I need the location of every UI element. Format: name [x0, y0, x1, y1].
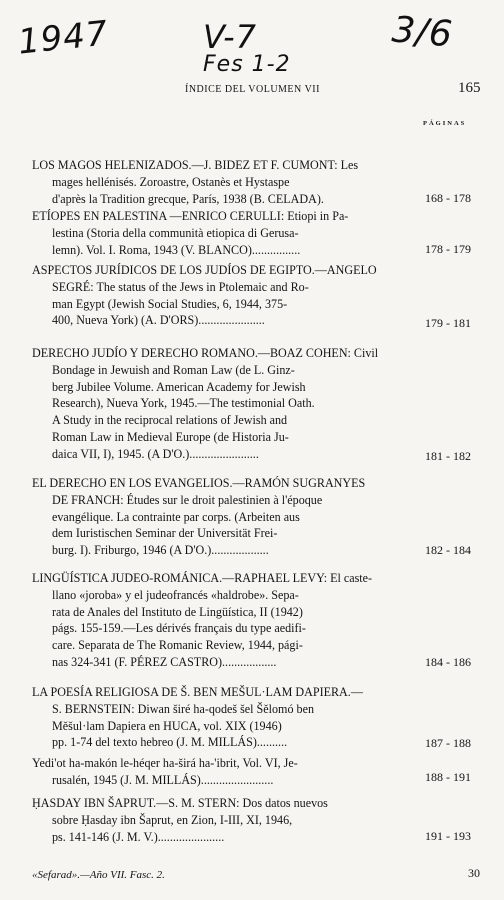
entry-line: S. BERNSTEIN: Diwan širé ha-qodeš šel Šělomó ben	[52, 701, 314, 716]
entry-line: lemn). Vol. I. Roma, 1943 (V. BLANCO)................	[52, 242, 301, 257]
entry-line: daica VII, I), 1945. (A D'O.).......................	[52, 446, 259, 461]
entry-pages: 182 - 184	[425, 543, 471, 557]
entry-line: Yedi'ot ha-makón le-héqer ha-širá ha-'ibrit, Vol. VI, Je-	[32, 756, 298, 770]
entry-line: rata de Anales del Instituto de Lingüística, II (1942)	[52, 604, 303, 619]
entry-line: LINGÜÍSTICA JUDEO-ROMÁNICA.—RAPHAEL LEVY: El caste-	[32, 571, 373, 585]
entry-pages: 191 - 193	[425, 829, 471, 843]
entry-line: DERECHO JUDÍO Y DERECHO ROMANO.—BOAZ COHEN: Civil	[32, 346, 379, 360]
header-title: ÍNDICE DEL VOLUMEN VII	[185, 84, 320, 95]
handwritten-fascicles: Fes 1-2	[203, 52, 291, 77]
entry-line: DE FRANCH: Études sur le droit palestinien à l'époque	[52, 492, 323, 507]
index-entry	[32, 684, 428, 751]
entry-line: LOS MAGOS HELENIZADOS.—J. BIDEZ ET F. CUMONT: Les	[32, 158, 359, 172]
entry-line: d'après la Tradition grecque, París, 1938 (B. CELADA).	[52, 191, 324, 206]
index-entry	[32, 157, 428, 207]
entry-pages: 181 - 182	[425, 449, 471, 463]
sheet-number: 30	[468, 866, 480, 880]
entry-line: man Egypt (Jewish Social Studies, 6, 1944, 375-	[52, 296, 288, 311]
entry-line: ḤASDAY IBN ŠAPRUT.—S. M. STERN: Dos datos nuevos	[32, 796, 328, 810]
entry-line: ASPECTOS JURÍDICOS DE LOS JUDÍOS DE EGIPTO.—ANGELO	[32, 263, 377, 277]
entry-line: A Study in the reciprocal relations of Jewish and	[52, 413, 288, 428]
entry-line: págs. 155-159.—Les dérivés français du type aedifi-	[52, 621, 306, 636]
entry-pages: 187 - 188	[425, 736, 471, 750]
entry-line: SEGRÉ: The status of the Jews in Ptolemaic and Ro-	[52, 279, 309, 294]
entry-pages: 168 - 178	[425, 191, 471, 205]
entry-pages: 184 - 186	[425, 655, 471, 669]
entry-line: nas 324-341 (F. PÉREZ CASTRO)..................	[52, 654, 277, 669]
entry-line: sobre Ḥasday ibn Šaprut, en Zion, I-III, XI, 1946,	[52, 812, 293, 827]
entry-line: Bondage in Jewuish and Roman Law (de L. Ginz-	[52, 362, 295, 377]
index-entry	[32, 262, 428, 329]
entry-pages: 178 - 179	[425, 242, 471, 256]
index-entry	[32, 475, 428, 559]
entry-line: rusalén, 1945 (J. M. MILLÁS)........................	[52, 772, 274, 787]
pages-column-label: PÁGINAS	[423, 120, 467, 127]
entry-pages: 179 - 181	[425, 316, 471, 330]
entry-line: 400, Nueva York) (A. D'ORS)......................	[52, 313, 265, 328]
journal-footer: «Sefarad».—Año VII. Fasc. 2.	[32, 869, 165, 881]
entry-line: dem Iuristischen Seminar der Universität Frei-	[52, 526, 278, 541]
entry-line: ps. 141-146 (J. M. V.)......................	[52, 829, 225, 844]
entry-line: evangélique. La contrainte par corps. (Arbeiten aus	[52, 509, 300, 524]
index-entry	[32, 570, 428, 671]
index-entry	[32, 345, 428, 463]
entry-line: EL DERECHO EN LOS EVANGELIOS.—RAMÓN SUGRANYES	[32, 476, 366, 490]
entry-line: Research), Nueva York, 1945.—The testimonial Oath.	[52, 396, 315, 411]
entry-pages: 188 - 191	[425, 770, 471, 784]
entry-line: pp. 1-74 del texto hebreo (J. M. MILLÁS)..........	[52, 735, 288, 750]
index-entry	[32, 795, 428, 845]
entry-line: ETÍOPES EN PALESTINA —ENRICO CERULLI: Etiopi in Pa-	[32, 209, 349, 223]
index-entry	[32, 208, 428, 258]
entry-line: burg. I). Friburgo, 1946 (A D'O.)...................	[52, 543, 269, 558]
entry-line: care. Separata de The Romanic Review, 1944, pági-	[52, 638, 303, 653]
entry-line: Měšul·lam Dapiera en HUCA, vol. XIX (1946)	[52, 718, 282, 733]
handwritten-year: 1947	[16, 13, 111, 63]
handwritten-fraction: 3/6	[390, 9, 455, 56]
entry-line: berg Jubilee Volume. American Academy for Jewish	[52, 379, 306, 394]
header-page-number: 165	[458, 80, 481, 96]
index-entry	[32, 755, 428, 789]
entry-line: llano «joroba» y el judeofrancés «haldrobe». Sepa-	[52, 587, 299, 602]
entry-line: LA POESÍA RELIGIOSA DE Š. BEN MEŠUL·LAM DAPIERA.—	[32, 685, 363, 699]
handwritten-volume: V-7	[203, 18, 258, 56]
entry-line: lestina (Storia della communità etiopica di Gerusa-	[52, 225, 299, 240]
entry-line: Roman Law in Medieval Europe (de Historia Ju-	[52, 429, 289, 444]
entry-line: mages hellénisés. Zoroastre, Ostanès et Hystaspe	[52, 174, 290, 189]
